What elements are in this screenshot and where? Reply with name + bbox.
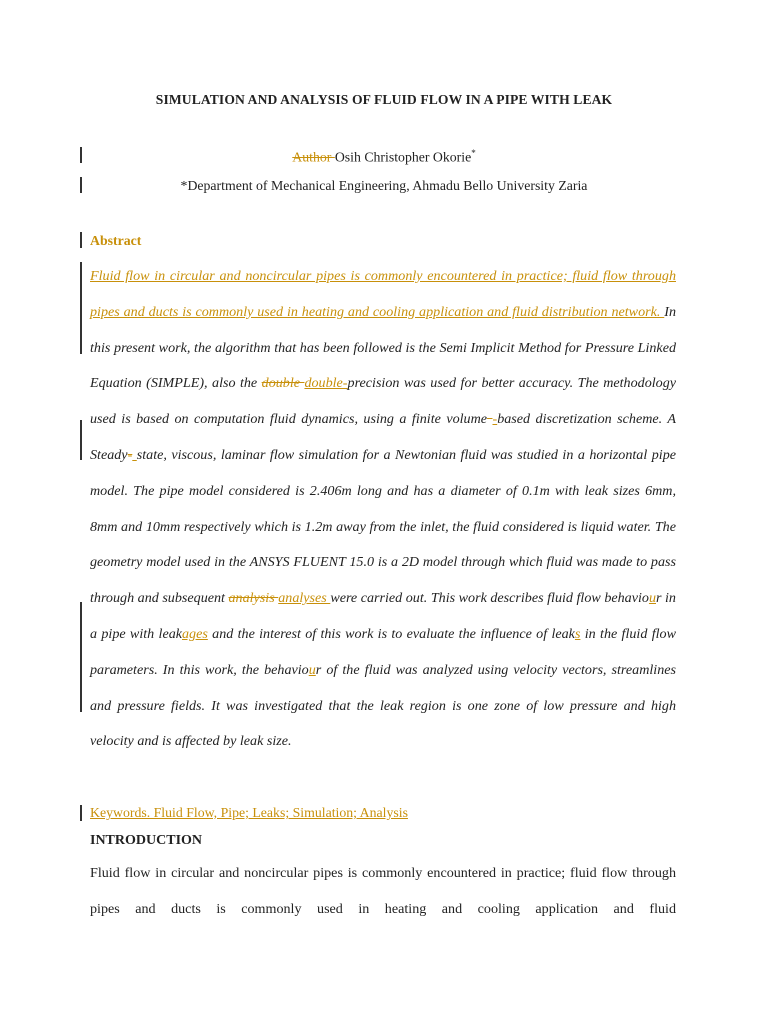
abstract-text: r of the fluid was analyzed using velocity vectors, streamlines and pressure fields. It was investigated that the leak region is one zone of low pressure and high velocity and is affected by leak size.	[90, 661, 676, 750]
inserted-text: analyses	[278, 590, 331, 607]
introduction-heading: INTRODUCTION	[90, 833, 203, 848]
paper-title: SIMULATION AND ANALYSIS OF FLUID FLOW IN A PIPE WITH LEAK	[155, 92, 613, 107]
inserted-text: -	[492, 411, 498, 428]
introduction-body: Fluid flow in circular and noncircular pipes is commonly encountered in practice; fluid flow through pipes and ducts is commonly used in heating and cooling application and fluid	[90, 865, 676, 917]
author-marker: *	[471, 148, 476, 158]
inserted-text: u	[308, 661, 316, 678]
deleted-author-label: Author	[292, 149, 335, 165]
inserted-text: double-	[304, 375, 348, 392]
author-line	[0, 148, 768, 166]
abstract-text: state, viscous, laminar flow simulation for a Newtonian fluid was studied in a horizontal pipe model. The pipe model considered is 2.406m long and has a diameter of 0.1m with leak sizes 6mm, 8mm and 10mm respectively which is 1.2m away from the inlet, the fluid considered is liquid water. The geometry model used in the ANSYS FLUENT 15.0 is a 2D model through which fluid was made to pass through and subsequent	[90, 446, 676, 607]
change-bar	[80, 805, 82, 821]
change-bar	[80, 232, 82, 248]
change-bar	[80, 420, 82, 460]
keywords: Keywords. Fluid Flow, Pipe; Leaks; Simulation; Analysis	[90, 805, 408, 820]
inserted-text: ages	[182, 625, 208, 642]
abstract-text: In this present work, the algorithm that has been followed is the Semi Implicit Method for Pressure Linked Equation (SIMPLE), also the	[90, 303, 676, 392]
deleted-text: double	[261, 375, 305, 392]
inserted-text: s	[574, 625, 581, 642]
abstract-text: based discretization scheme. A Steady	[90, 411, 676, 463]
abstract-text: r in a pipe with leak	[90, 590, 676, 642]
author-name: Osih Christopher Okorie	[334, 149, 472, 165]
change-bar	[80, 602, 82, 712]
affiliation: *Department of Mechanical Engineering, Ahmadu Bello University Zaria	[180, 178, 588, 193]
abstract-text: and the interest of this work is to evaluate the influence of leak	[207, 625, 575, 642]
abstract-text: in the fluid flow parameters. In this work, the behavio	[90, 625, 676, 678]
inserted-text: Fluid flow in circular and noncircular pipes is commonly encountered in practice; fluid flow through pipes and ducts is commonly used in heating and cooling application and fluid distribution network.	[90, 268, 676, 320]
deleted-text: analysis	[228, 590, 279, 607]
abstract-text: precision was used for better accuracy. The methodology used is based on computation fluid dynamics, using a finite volume	[90, 375, 677, 428]
change-bar	[80, 262, 82, 354]
deleted-text: -	[127, 446, 133, 463]
abstract-body	[90, 259, 676, 760]
inserted-text: u	[648, 590, 656, 607]
abstract-text: were carried out. This work describes fluid flow behavio	[330, 590, 649, 607]
abstract-heading: Abstract	[90, 233, 142, 248]
